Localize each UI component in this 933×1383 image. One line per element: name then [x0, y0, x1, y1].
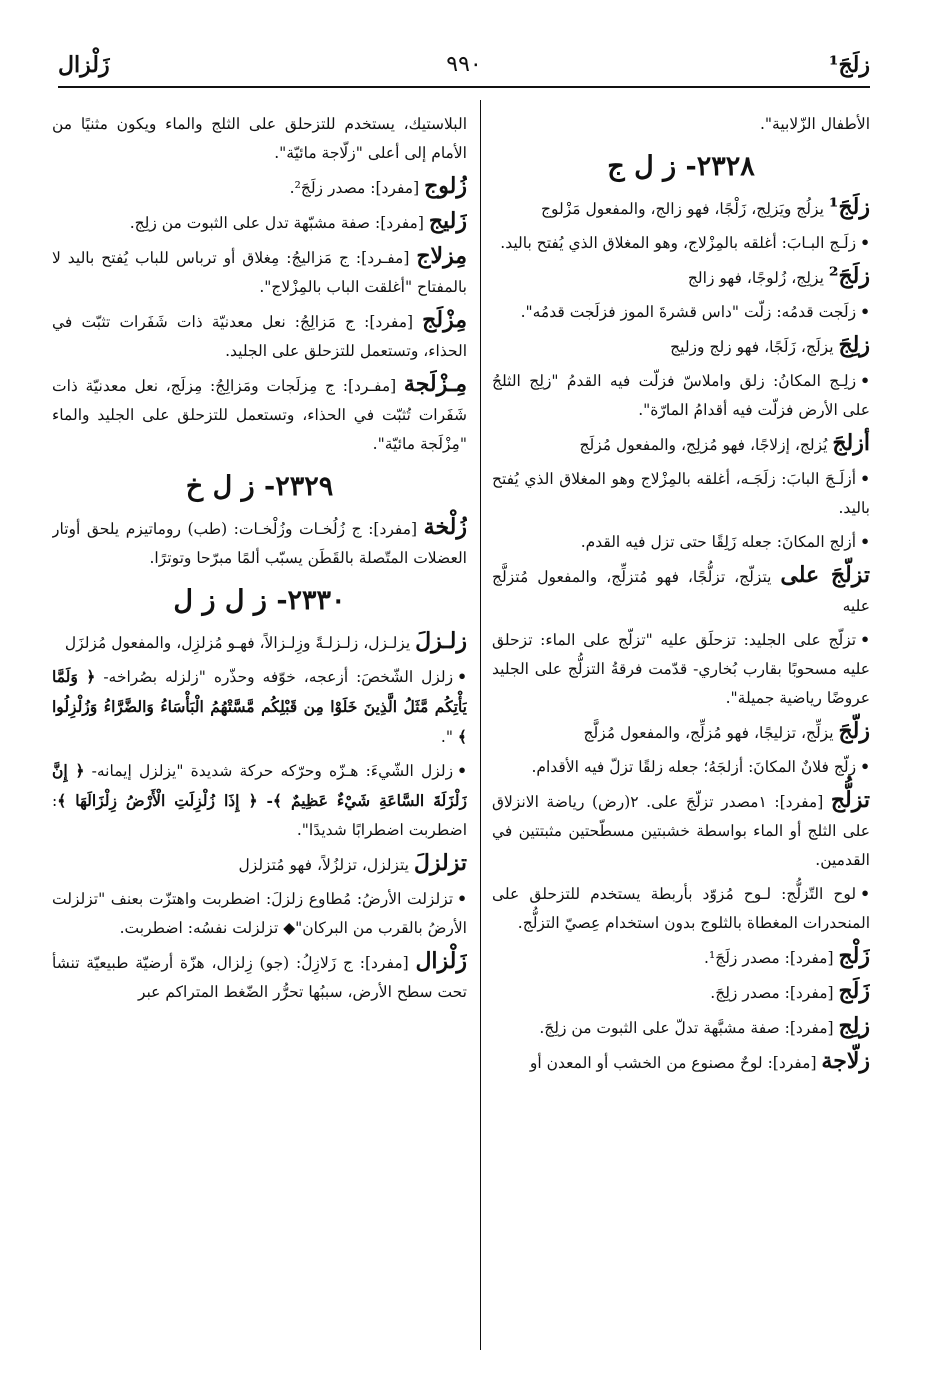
- entry: [52, 849, 467, 880]
- headword: زُلْخة: [423, 514, 467, 540]
- entry-text: يُزلج، إزلاجًا، فهو مُزلِج، والمفعول مُزلَج: [579, 436, 833, 454]
- sense-text: تزلزلت الأرضُ: مُطاوع زلزلَ: اضطربت واهتزّت بعنف "تزلزلت الأرضُ بالقرب من البركان"◆ تزلزلت نفسُه: اضطربت.: [52, 890, 467, 937]
- headword: زُلوج: [424, 173, 467, 199]
- entry-text: [مفرد]: صفة مشبّهة تدل على الثبوت من زلِج.: [129, 214, 429, 232]
- right-column: [492, 110, 870, 1350]
- entry: [492, 193, 870, 224]
- bullet-icon: •: [860, 302, 870, 321]
- sense-text: أزلج المكانَ: جعله زَلِقًا حتى تزل فيه القدم.: [580, 533, 857, 551]
- headword: زلِج: [838, 1013, 870, 1039]
- sense-text: زلّج فلانٌ المكانَ: أزلجَهُ؛ جعله زلقًا تزلّ فيه الأقدام.: [531, 758, 857, 776]
- sense-text: : اضطربت اضطرابًا شديدًا".: [52, 792, 467, 839]
- root-heading: ٢٣٢٨- ز ل ج: [607, 151, 755, 182]
- entry: [492, 942, 870, 973]
- entry: [52, 306, 467, 366]
- sense-text: زلَـج البـابَ: أغلقه بالمِزْلاج، وهو المغلاق الذي يُفتح باليد.: [500, 234, 857, 252]
- entry-text: يزلِّج، تزليجًا، فهو مُزلِّج، والمفعول مُزلَّج: [583, 724, 839, 742]
- entry: [492, 1047, 870, 1078]
- entry: [492, 429, 870, 460]
- sense-text: زلِـج المكانُ: زلق واملاسّ فزلّت فيه القدمُ "زلِج الثلجُ على الأرض فزلّت فيه أقدامُ المارّة".: [492, 372, 870, 419]
- running-head-right: زلَجَ¹: [828, 52, 870, 78]
- bullet-icon: •: [457, 761, 467, 780]
- sense: [492, 228, 870, 258]
- headword: تزلُّج: [830, 787, 870, 813]
- sense: [492, 752, 870, 782]
- entry-text: [مفرد]: مصدر زلَجَ².: [289, 179, 425, 197]
- page-header: [58, 46, 870, 88]
- sense-text: زلَجت قدمُه: زلّت "داس قشرةَ الموز فزلَجت قدمُه".: [520, 303, 857, 321]
- entry: [492, 977, 870, 1008]
- headword: تزلّجَ على: [780, 562, 870, 588]
- headword: زلّاجة: [821, 1048, 870, 1074]
- page-number: ٩٩٠: [446, 52, 482, 77]
- bullet-icon: •: [457, 667, 467, 686]
- entry-text: يتزلزل، تزلزُلاً، فهو مُتزلزل: [238, 856, 414, 874]
- entry-text: [مفرد]: صفة مشبَّهة تدلّ على الثبوت من زلِجَ.: [539, 1019, 839, 1037]
- root-heading: ٢٣٣٠- ز ل ز ل: [173, 585, 346, 616]
- entry: [52, 947, 467, 1007]
- headword: زَلْج: [838, 943, 870, 969]
- headword: مِزلاج: [416, 243, 467, 269]
- entry: [52, 172, 467, 203]
- entry-text: [مفرد]: ج مَزالِجُ: نعل معدنيّة ذات شَفَرات تثبّت في الحذاء، وتستعمل للتزحلق على الجليد.: [52, 313, 467, 360]
- entry: [492, 786, 870, 875]
- column-divider: [480, 100, 481, 1350]
- bullet-icon: •: [860, 233, 870, 252]
- headword: زلّجَ: [838, 718, 870, 744]
- entry-text: يتزلّج، تزلُّجًا، فهو مُتزلِّج، والمفعول مُتزلَّج عليه: [492, 568, 870, 615]
- headword: زلَجَ¹: [828, 194, 870, 220]
- quran-quote: ﴿ إِنَّ زَلْزَلَةَ السَّاعَةِ شَيْءٌ عَظِيمٌ ﴾- ﴿ إِذَا زُلْزِلَتِ الْأَرْضُ زِلْزَالَهَا ﴾: [52, 761, 467, 810]
- sense-text: زلزل الشّيءَ: هـزّه وحرّكه حركة شديدة "يزلزل إيمانه-: [91, 762, 454, 780]
- entry: [52, 242, 467, 302]
- sense: [492, 297, 870, 327]
- bullet-icon: •: [860, 757, 870, 776]
- entry: [492, 262, 870, 293]
- entry-text: [مفرد]: ج زَلازِلُ: (جو) زِلزال، هزّة أرضيّة طبيعيّة تنشأ تحت سطح الأرض، سببُها تحرُّر الضّغط المتراكم عبر: [52, 954, 467, 1001]
- continued-text: الأطفال الزّلابية".: [759, 115, 870, 133]
- running-head-left: زَلْزال: [58, 52, 110, 78]
- entry-text: [مفرد]: مصدر زلِجَ.: [710, 984, 839, 1002]
- sense: [52, 884, 467, 943]
- entry: [492, 1012, 870, 1043]
- sense: [492, 366, 870, 425]
- headword: زَليج: [428, 208, 467, 234]
- entry-text: [مفرد]: ١مصدر تزلّجَ على. ٢(رض) رياضة الانزلاق على الثلج أو الماء بواسطة خشبتين مسطّحتين مثبتتين في القدمين.: [492, 793, 870, 869]
- quran-quote: ﴿ وَلَمَّا يَأْتِكُم مَّثَلُ الَّذِينَ خَلَوْا مِن قَبْلِكُم مَّسَّتْهُمُ الْبَأْسَاءُ وَالضَّرَّاءُ وَزُلْزِلُوا ﴾: [52, 667, 467, 746]
- headword: زَلَج: [838, 978, 870, 1004]
- entry-text: يزلُج ويَزلِج، زَلْجًا، فهو زالج، والمفعول مَزْلوج: [540, 200, 829, 218]
- entry: [52, 513, 467, 573]
- left-column: [52, 110, 467, 1350]
- headword: أزلجَ: [832, 430, 870, 456]
- bullet-icon: •: [860, 884, 870, 903]
- bullet-icon: •: [860, 630, 870, 649]
- sense: [492, 527, 870, 557]
- entry-text: [مفرد]: لوحٌ مصنوع من الخشب أو المعدن أو: [529, 1054, 822, 1072]
- sense-text: زلزل الشّخصَ: أزعجه، خوّفه وحذّره "زلزله بصُراخه-: [103, 668, 454, 686]
- entry: [52, 370, 467, 459]
- bullet-icon: •: [860, 469, 870, 488]
- sense-text: لوح التّزلُّج: لـوح مُزوّد بأربطة يستخدم للتزحلق على المنحدرات المغطاة بالثلوج بدون استخدام عِصيّ التزلُّج.: [492, 885, 870, 932]
- sense-text: أزلَـجَ البابَ: زلَجَـه، أغلقه بالمِزْلاج وهو المغلاق الذي يُفتح باليد.: [492, 470, 870, 517]
- sense: [52, 756, 467, 845]
- bullet-icon: •: [860, 371, 870, 390]
- headword: مِزْلَج: [422, 307, 467, 333]
- sense-text: ".: [440, 728, 458, 746]
- bullet-icon: •: [860, 532, 870, 551]
- entry: [492, 331, 870, 362]
- sense: [52, 662, 467, 752]
- entry-text: [مفرد]: مصدر زلَجَ¹.: [704, 949, 839, 967]
- headword: زَلْزال: [415, 948, 467, 974]
- sense: [492, 879, 870, 938]
- root-heading: ٢٣٢٩- ز ل خ: [185, 471, 334, 502]
- headword: مِـزْلَجة: [403, 371, 467, 397]
- entry-text: [مفـرد]: ج مَزاليجُ: مِغلاق أو ترباس للباب يُفتح باليد لا بالمفتاح "أغلقت الباب بالمِزْلاج".: [52, 249, 467, 296]
- entry: [492, 717, 870, 748]
- entry: [52, 207, 467, 238]
- sense: [492, 464, 870, 523]
- entry: [52, 627, 467, 658]
- sense: [492, 625, 870, 713]
- headword: زلَجَ²: [828, 263, 870, 289]
- entry-text: يزلِج، زُلوجًا، فهو زالج: [687, 269, 829, 287]
- entry-text: يزلـزل، زلـزلـةً وزِلـزالاً، فهـو مُزلزِل، والمفعول مُزلزَل: [64, 634, 416, 652]
- entry: [492, 561, 870, 621]
- entry-text: [مفرد]: ج زُلُخـات وزُلْخـات: (طب) روماتيزم يلحق أوتار العضلات المتّصلة بالقَطَن يسبّب ألمًا مبرّحا وتوترًا.: [52, 520, 467, 567]
- bullet-icon: •: [457, 889, 467, 908]
- headword: زلِجَ: [838, 332, 870, 358]
- headword: زلـزلَ: [415, 628, 467, 654]
- headword: تزلزلَ: [413, 850, 467, 876]
- entry-text: [مفـرد]: ج مِزلَجات ومَزالِجُ: مِزلَج، نعل معدنيّة ذات شَفَرات تُثبّت في الحذاء، وتستعمل للتزحلق على الجليد والماء "مِزْلَجة مائيّة".: [52, 377, 467, 453]
- sense-text: تزلّج على الجليد: تزحلَق عليه "تزلّج على الماء: تزحلق عليه مسحوبًا بقارب بُخاري- قدّمت فرقةُ التزلُّج على الجليد عروضًا رياضية جميلة".: [492, 631, 870, 707]
- entry-text: يزلَج، زَلَجًا، فهو زلج وزليج: [670, 338, 839, 356]
- continued-text: البلاستيك، يستخدم للتزحلق على الثلج والماء ويكون مثنيًا من الأمام إلى أعلى "زلّاجة مائيّة".: [52, 115, 467, 162]
